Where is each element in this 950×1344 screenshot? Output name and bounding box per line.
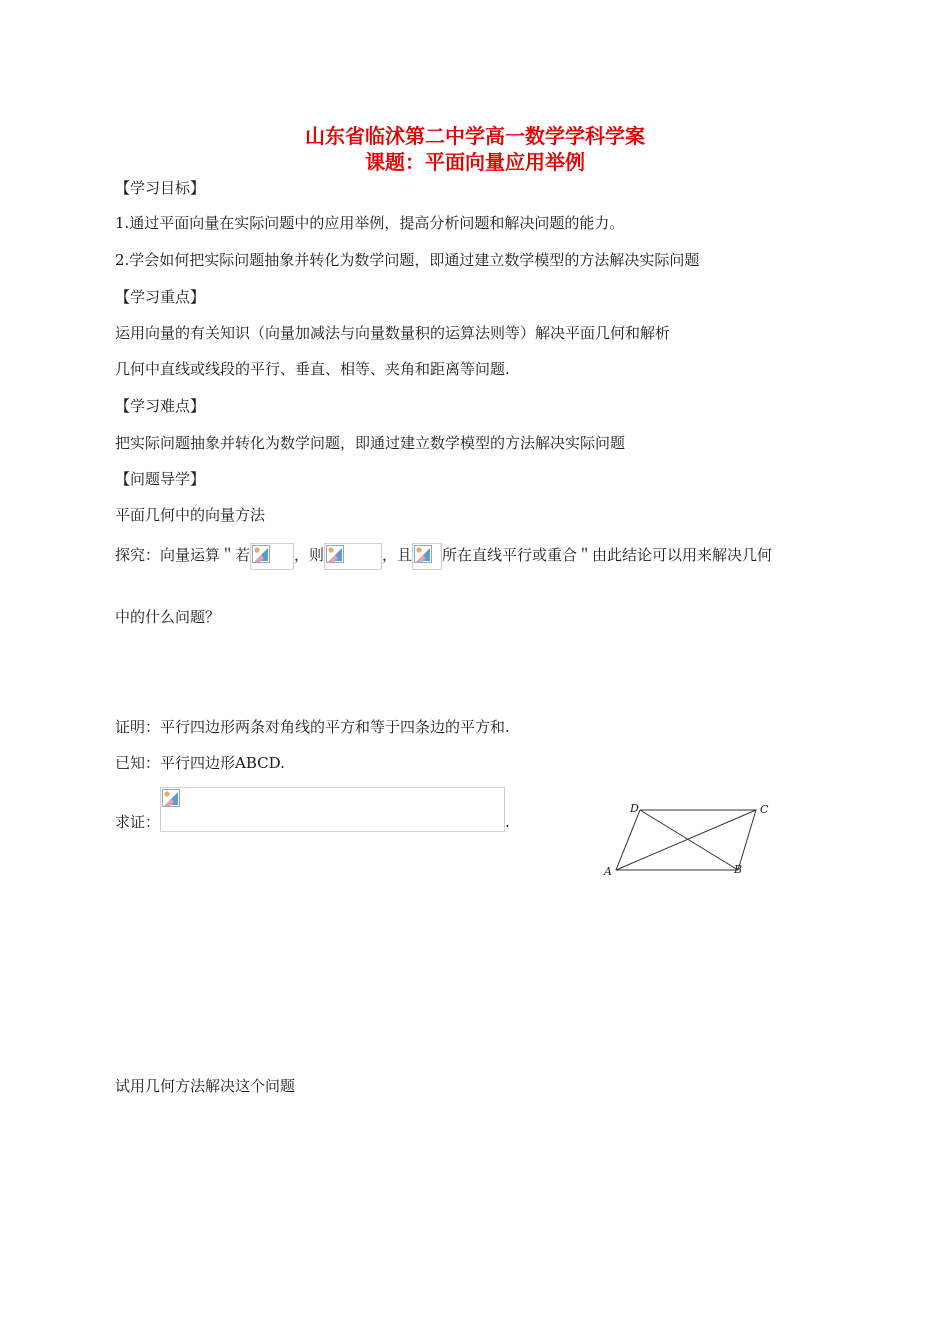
explore-sep-2: ，且 [382, 546, 413, 564]
prove-label: 求证： [115, 813, 161, 831]
document-title: 山东省临沭第二中学高一数学学科学案 [305, 124, 645, 148]
vertex-label-b: B [734, 863, 743, 876]
explore-sep-1: ，则 [294, 546, 325, 564]
broken-image-icon [252, 545, 270, 563]
broken-image-icon [326, 545, 344, 563]
vertex-label-c: C [760, 803, 769, 816]
goal-2: 2.学会如何把实际问题抽象并转化为数学问题，即通过建立数学模型的方法解决实际问题 [115, 251, 700, 269]
broken-image-icon [414, 545, 432, 563]
guide-heading: 【问题导学】 [115, 470, 206, 488]
explore-line [115, 540, 772, 570]
guide-subheading: 平面几何中的向量方法 [115, 506, 266, 524]
key-point-1: 运用向量的有关知识（向量加减法与向量数量积的运算法则等）解决平面几何和解析 [115, 324, 671, 342]
proof-given: 已知：平行四边形ABCD. [115, 754, 285, 772]
key-heading: 【学习重点】 [115, 288, 206, 306]
proof-statement: 证明：平行四边形两条对角线的平方和等于四条边的平方和. [115, 718, 510, 736]
closing-line: 试用几何方法解决这个问题 [115, 1077, 296, 1095]
goal-1: 1.通过平面向量在实际问题中的应用举例，提高分析问题和解决问题的能力。 [115, 214, 625, 232]
formula-image-prove [160, 787, 505, 832]
vertex-label-d: D [630, 802, 639, 815]
formula-image-2 [324, 543, 382, 570]
difficulty-1: 把实际问题抽象并转化为数学问题，即通过建立数学模型的方法解决实际问题 [115, 434, 626, 452]
explore-line-2: 中的什么问题？ [115, 608, 221, 626]
lesson-subtitle: 课题：平面向量应用举例 [365, 150, 585, 174]
key-point-2: 几何中直线或线段的平行、垂直、相等、夹角和距离等问题. [115, 360, 510, 378]
goals-heading: 【学习目标】 [115, 179, 206, 197]
prove-line [115, 787, 510, 832]
vertex-label-a: A [604, 865, 612, 878]
broken-image-icon [162, 789, 180, 807]
parallelogram-diagram [598, 800, 778, 882]
difficulty-heading: 【学习难点】 [115, 397, 206, 415]
explore-prefix: 探究：向量运算＂若 [115, 546, 251, 564]
parallelogram-figure [598, 800, 778, 882]
formula-image-3 [412, 543, 442, 570]
prove-end: . [505, 813, 510, 831]
formula-image-1 [250, 543, 294, 570]
diagonal-ac [616, 810, 756, 870]
diagonal-bd [640, 810, 738, 870]
explore-suffix: 所在直线平行或重合＂由此结论可以用来解决几何 [442, 546, 773, 564]
